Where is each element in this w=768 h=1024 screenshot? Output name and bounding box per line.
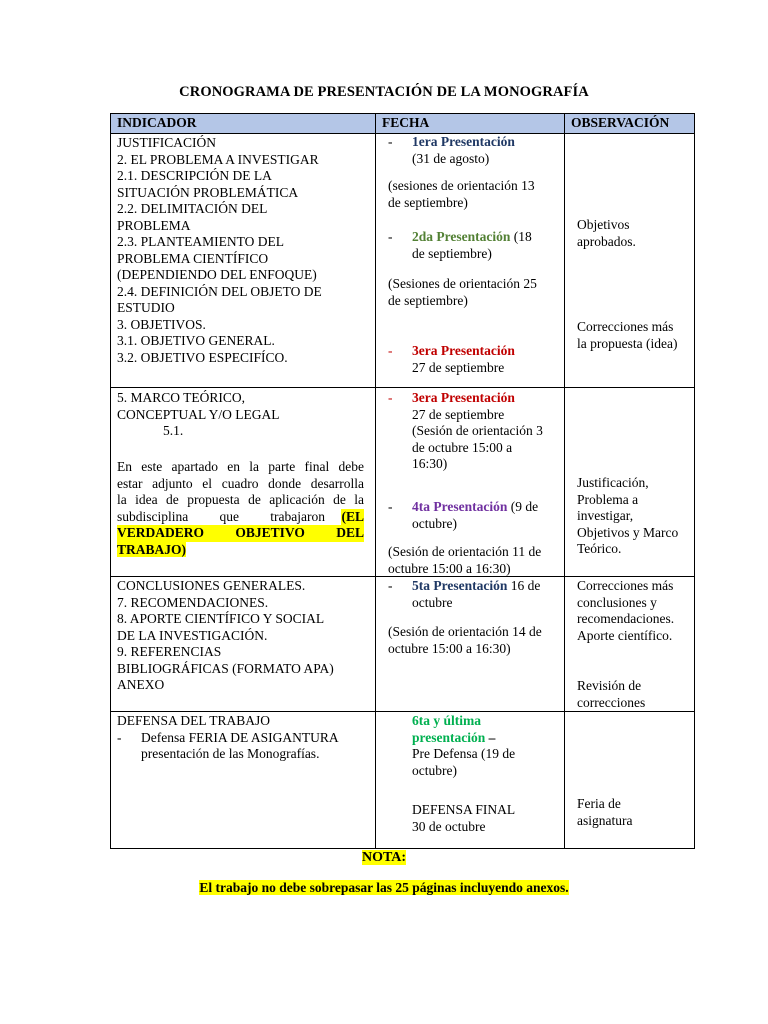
presentation-date: octubre bbox=[412, 594, 453, 610]
indicador-cell bbox=[111, 712, 376, 849]
presentation-label: presentación bbox=[412, 729, 486, 745]
table-row bbox=[111, 388, 695, 577]
indicator-text: 5.1. bbox=[163, 423, 184, 438]
indicator-text: 5. MARCO TEÓRICO, bbox=[117, 390, 246, 405]
observation-text: Objetivos bbox=[577, 217, 630, 232]
presentation-date: (9 de bbox=[507, 499, 539, 514]
presentation-label: 2da Presentación bbox=[412, 229, 511, 244]
fecha-cell bbox=[376, 134, 565, 388]
indicator-text: Defensa FERIA DE ASIGANTURA bbox=[141, 729, 339, 745]
session-text: octubre 15:00 a 16:30) bbox=[388, 560, 511, 576]
indicator-text: ESTUDIO bbox=[117, 300, 175, 315]
observation-text: correcciones bbox=[577, 694, 646, 710]
list-dash: - bbox=[388, 499, 393, 514]
indicador-cell bbox=[111, 577, 376, 712]
session-text: de septiembre) bbox=[388, 194, 468, 210]
indicator-text: 2.2. DELIMITACIÓN DEL bbox=[117, 201, 268, 216]
session-text: de septiembre) bbox=[388, 292, 468, 308]
indicador-cell bbox=[111, 134, 376, 388]
indicator-text: 2.1. DESCRIPCIÓN DE LA bbox=[117, 168, 272, 183]
table-row bbox=[111, 712, 695, 849]
indicator-text: 2. EL PROBLEMA A INVESTIGAR bbox=[117, 151, 319, 167]
list-dash: - bbox=[388, 229, 393, 244]
table-row bbox=[111, 577, 695, 712]
indicator-text: JUSTIFICACIÓN bbox=[117, 135, 217, 150]
document-title: CRONOGRAMA DE PRESENTACIÓN DE LA MONOGRAFÍA bbox=[179, 84, 589, 100]
indicador-cell bbox=[111, 388, 376, 577]
presentation-date: 16 de bbox=[507, 578, 541, 593]
observation-text: Feria de bbox=[577, 796, 621, 811]
presentation-label: 3era Presentación bbox=[412, 343, 515, 358]
separator-text: – bbox=[485, 729, 496, 745]
presentation-date: DEFENSA FINAL bbox=[412, 802, 516, 817]
observation-text: Correcciones más bbox=[577, 319, 674, 334]
observation-text: aprobados. bbox=[577, 233, 636, 249]
presentation-label: 5ta Presentación bbox=[412, 578, 508, 593]
session-text: (Sesiones de orientación 25 bbox=[388, 276, 537, 291]
session-text: 16:30) bbox=[412, 456, 448, 471]
paragraph-line: la idea de propuesta de aplicación de la bbox=[117, 492, 364, 507]
list-dash: - bbox=[388, 134, 393, 149]
highlighted-text: TRABAJO) bbox=[117, 541, 187, 557]
presentation-label: 4ta Presentación bbox=[412, 499, 508, 514]
indicator-text: 7. RECOMENDACIONES. bbox=[117, 594, 269, 610]
observation-text: Correcciones más bbox=[577, 578, 674, 593]
indicator-text: DEFENSA DEL TRABAJO bbox=[117, 713, 271, 728]
list-dash: - bbox=[117, 729, 122, 745]
indicator-text: 3.2. OBJETIVO ESPECIFÍCO. bbox=[117, 349, 288, 365]
session-text: de octubre 15:00 a bbox=[412, 439, 513, 455]
indicator-text: PROBLEMA CIENTÍFICO bbox=[117, 250, 269, 266]
indicator-text: ANEXO bbox=[117, 677, 165, 692]
session-text: (Sesión de orientación 11 de bbox=[388, 544, 542, 559]
presentation-label: 6ta y última bbox=[412, 713, 481, 728]
observation-text: Revisión de bbox=[577, 678, 642, 693]
indicator-text: SITUACIÓN PROBLEMÁTICA bbox=[117, 184, 299, 200]
header-fecha: FECHA bbox=[376, 114, 565, 134]
presentation-date: Pre Defensa (19 de bbox=[412, 746, 516, 761]
observation-text: Teórico. bbox=[577, 541, 622, 556]
indicator-text: 3.1. OBJETIVO GENERAL. bbox=[117, 333, 275, 348]
session-text: octubre 15:00 a 16:30) bbox=[388, 640, 511, 656]
observation-text: conclusiones y bbox=[577, 594, 657, 610]
observation-text: la propuesta (idea) bbox=[577, 335, 678, 351]
observation-text: Objetivos y Marco bbox=[577, 524, 679, 540]
paragraph-line: subdisciplina que trabajaron bbox=[117, 508, 325, 524]
indicator-text: DE LA INVESTIGACIÓN. bbox=[117, 627, 268, 643]
presentation-date: 27 de septiembre bbox=[412, 359, 505, 375]
table-header-row bbox=[111, 114, 695, 134]
observation-text: Problema a bbox=[577, 491, 639, 507]
observation-text: asignatura bbox=[577, 812, 633, 828]
observacion-cell bbox=[565, 134, 695, 388]
presentation-date: octubre) bbox=[412, 515, 457, 531]
presentation-date: (31 de agosto) bbox=[412, 150, 490, 166]
presentation-date: octubre) bbox=[412, 762, 457, 778]
indicator-text: 2.4. DEFINICIÓN DEL OBJETO DE bbox=[117, 283, 322, 299]
observacion-cell bbox=[565, 388, 695, 577]
indicator-text: 2.3. PLANTEAMIENTO DEL bbox=[117, 234, 284, 249]
presentation-label: 1era Presentación bbox=[412, 134, 515, 149]
presentation-date: de septiembre) bbox=[412, 245, 492, 261]
table-row bbox=[111, 134, 695, 388]
indicator-text: PROBLEMA bbox=[117, 217, 191, 233]
session-text: (Sesión de orientación 14 de bbox=[388, 624, 542, 639]
indicator-text: 9. REFERENCIAS bbox=[117, 644, 222, 659]
paragraph-line: estar adjunto el cuadro donde desarrolla bbox=[117, 475, 364, 491]
schedule-table bbox=[110, 113, 695, 849]
fecha-cell bbox=[376, 388, 565, 577]
highlighted-text: (EL bbox=[341, 508, 364, 524]
list-dash: - bbox=[388, 578, 393, 593]
presentation-label: 3era Presentación bbox=[412, 390, 515, 405]
observation-text: investigar, bbox=[577, 508, 634, 523]
indicator-text: 3. OBJETIVOS. bbox=[117, 316, 206, 332]
indicator-text: BIBLIOGRÁFICAS (FORMATO APA) bbox=[117, 660, 334, 676]
indicator-text: presentación de las Monografías. bbox=[141, 746, 320, 761]
indicator-text: 8. APORTE CIENTÍFICO Y SOCIAL bbox=[117, 611, 325, 626]
list-dash: - bbox=[388, 390, 393, 405]
indicator-text: CONCEPTUAL Y/O LEGAL bbox=[117, 406, 280, 422]
presentation-date: (18 bbox=[510, 229, 532, 244]
paragraph-line: En este apartado en la parte final debe bbox=[117, 459, 364, 474]
presentation-date: 27 de septiembre bbox=[412, 406, 505, 422]
indicator-text: CONCLUSIONES GENERALES. bbox=[117, 578, 306, 593]
header-indicador: INDICADOR bbox=[111, 114, 376, 134]
observacion-cell bbox=[565, 577, 695, 712]
presentation-date: 30 de octubre bbox=[412, 818, 486, 834]
note-label bbox=[0, 850, 768, 866]
observation-text: Aporte científico. bbox=[577, 627, 673, 643]
observation-text: Justificación, bbox=[577, 475, 649, 490]
footer-note bbox=[0, 880, 768, 896]
indicator-text: (DEPENDIENDO DEL ENFOQUE) bbox=[117, 267, 317, 282]
highlighted-text: VERDADERO OBJETIVO DEL bbox=[117, 525, 364, 540]
list-dash: - bbox=[388, 343, 393, 358]
session-text: (Sesión de orientación 3 bbox=[412, 423, 543, 438]
observacion-cell bbox=[565, 712, 695, 849]
fecha-cell bbox=[376, 577, 565, 712]
footer-note-text: El trabajo no debe sobrepasar las 25 páginas incluyendo anexos. bbox=[199, 880, 569, 895]
fecha-cell bbox=[376, 712, 565, 849]
note-label-text: NOTA: bbox=[361, 850, 407, 865]
observation-text: recomendaciones. bbox=[577, 611, 675, 626]
header-observacion: OBSERVACIÓN bbox=[565, 114, 695, 134]
session-text: (sesiones de orientación 13 bbox=[388, 178, 535, 193]
